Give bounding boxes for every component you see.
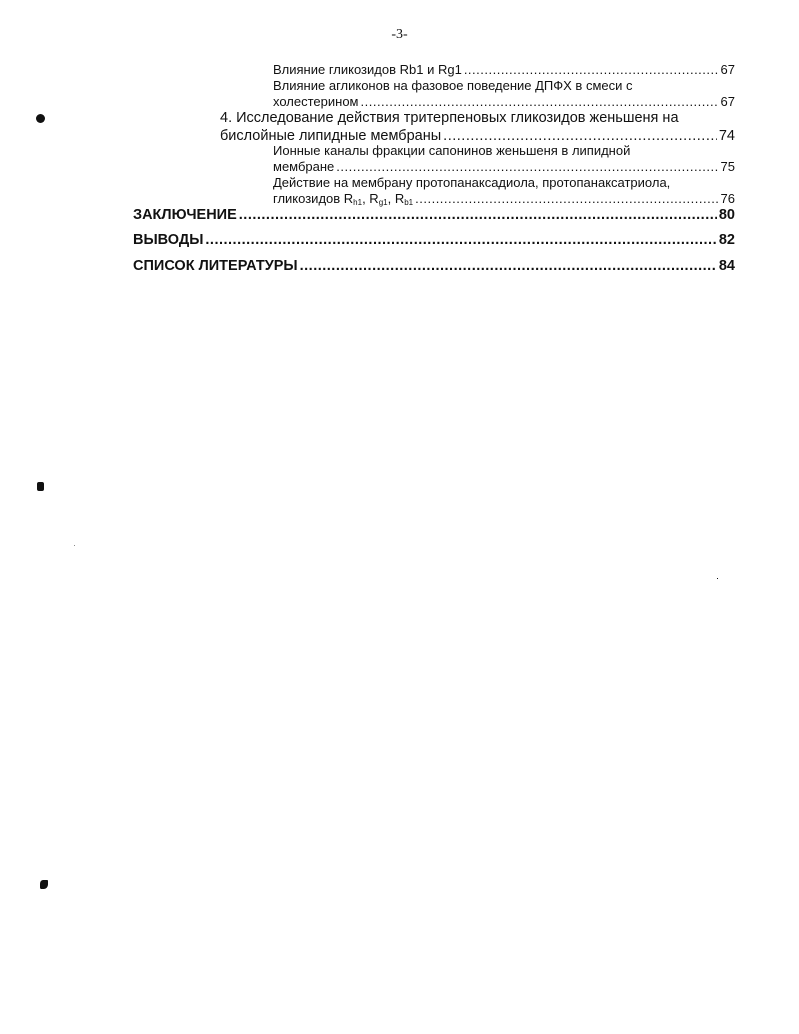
toc-entry-title-line1: Ионные каналы фракции сапонинов женьшеня в липидной (273, 143, 631, 158)
toc-page-number: 67 (720, 62, 735, 77)
scan-speck (40, 880, 48, 889)
toc-entry-chapter-4[interactable] (220, 109, 735, 145)
toc-entry-title-line1: 4. Исследование действия тритерпеновых гликозидов женьшеня на (220, 110, 679, 126)
toc-page-number: 74 (718, 128, 735, 144)
toc-entry-rb1-rg1[interactable] (273, 62, 735, 78)
dot-leader (205, 231, 716, 249)
dot-leader (361, 94, 719, 110)
dot-leader (300, 257, 717, 275)
subscript-b1: b1 (404, 198, 414, 207)
dot-leader (239, 206, 717, 224)
toc-entry-membrane-action[interactable] (273, 175, 735, 207)
toc-entry-title-line2: мембране (273, 159, 335, 174)
scan-speck (37, 482, 44, 491)
toc-entry-title-line2: холестерином (273, 94, 359, 109)
subscript-g1: g1 (378, 198, 388, 207)
toc-page-number: 67 (720, 94, 735, 109)
toc-entry-title-line1: Влияние агликонов на фазовое поведение ДПФХ в смеси с (273, 78, 633, 93)
toc-entry-conclusion[interactable] (133, 206, 735, 224)
toc-page-number: 82 (718, 232, 735, 248)
subscript-h1: h1 (353, 198, 363, 207)
toc-entry-title-line1: Действие на мембрану протопанаксадиола, протопанаксатриола, (273, 175, 671, 190)
toc-entry-title: ВЫВОДЫ (133, 232, 204, 248)
scan-speck (717, 578, 718, 579)
dot-leader (464, 62, 719, 78)
toc-entry-title-line2: гликозидов $R_{h1}$, $R_{g1}$, $R_{b1}$ (273, 191, 414, 207)
scan-speck (74, 545, 75, 546)
toc-entry-title: ЗАКЛЮЧЕНИЕ (133, 207, 237, 223)
dot-leader (415, 191, 718, 207)
toc-entry-ion-channels[interactable] (273, 143, 735, 175)
toc-entry-title: Влияние гликозидов Rb1 и Rg1 (273, 62, 462, 77)
toc-entry-title: СПИСОК ЛИТЕРАТУРЫ (133, 258, 298, 274)
toc-entry-title-line2: бислойные липидные мембраны (220, 128, 442, 144)
toc-entry-findings[interactable] (133, 231, 735, 249)
page-number: -3- (391, 27, 408, 42)
scan-speck (36, 114, 45, 123)
dot-leader (336, 159, 718, 175)
toc-page-number: 84 (718, 258, 735, 274)
toc-page-number: 80 (718, 207, 735, 223)
toc-page-number: 75 (720, 159, 735, 174)
toc-entry-references[interactable] (133, 257, 735, 275)
toc-page-number: 76 (720, 191, 735, 206)
toc-entry-aglycones[interactable] (273, 78, 735, 110)
